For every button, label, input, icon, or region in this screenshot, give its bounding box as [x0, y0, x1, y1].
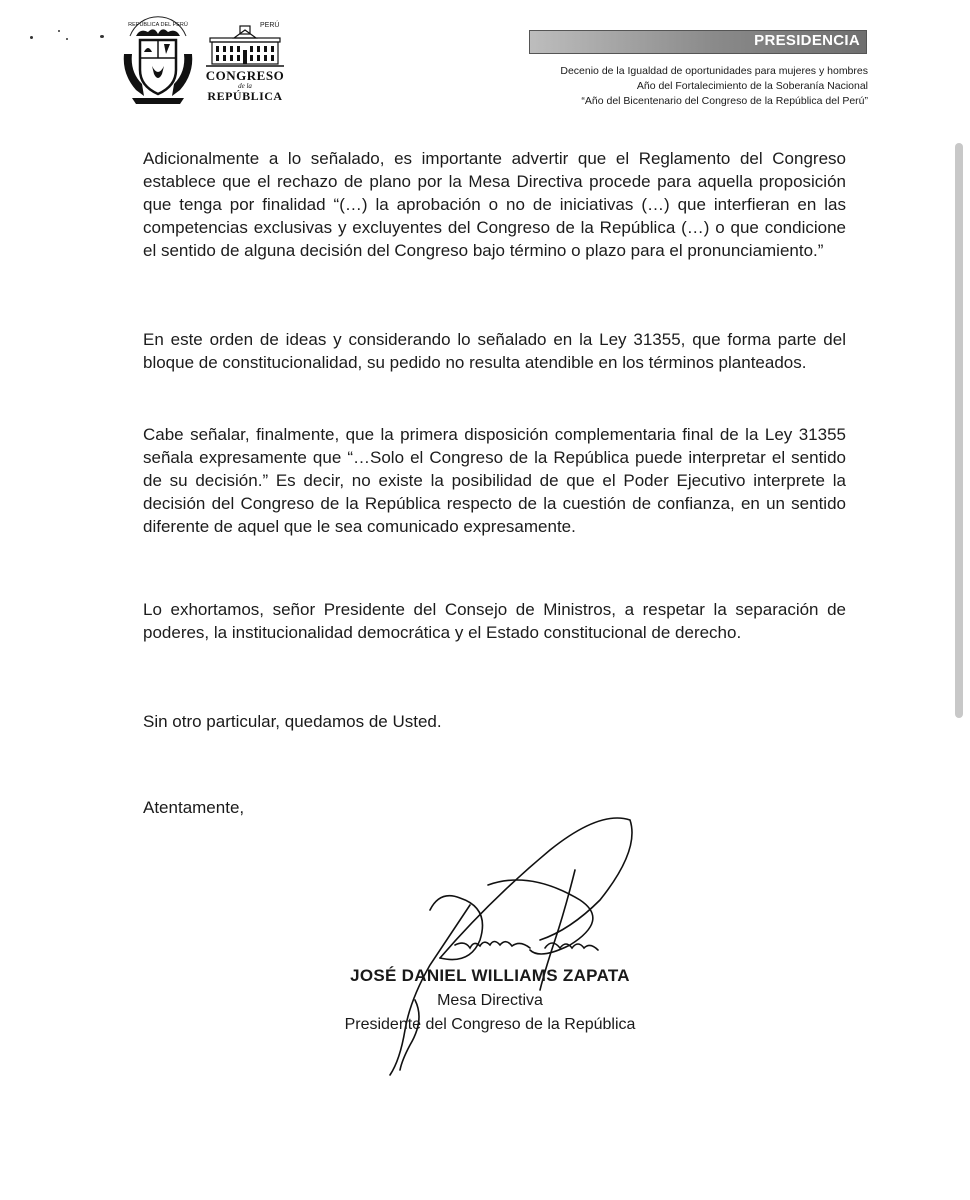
body-paragraph: Lo exhortamos, señor Presidente del Consejo de Ministros, a respetar la separación de poderes, la institucionalidad democrática y el Estado constitucional de derecho. [143, 600, 846, 642]
congreso-logo [204, 24, 286, 108]
body-paragraph: En este orden de ideas y considerando lo señalado en la Ley 31355, que forma parte del bloque de constitucionalidad, su pedido no resulta atendible en los términos planteados. [143, 330, 846, 372]
header-official-year-lines [480, 64, 868, 109]
signatory-title: Presidente del Congreso de la República [344, 1016, 636, 1033]
logo-de-la-text: de la [238, 82, 252, 90]
scan-speck [30, 36, 33, 39]
scan-speck [66, 38, 68, 40]
scrollbar-thumb[interactable] [955, 143, 963, 718]
scan-speck [58, 30, 60, 32]
body-paragraph: Cabe señalar, finalmente, que la primera disposición complementaria final de la Ley 31355 señala expresamente que “…Solo el Congreso de la República puede interpretar el sentido de su decisión.” Es decir, no existe la posibilidad de que el Poder Ejecutivo interprete la decisión del Congreso de la República respecto de la cuestión de confianza, en un sentido diferente de aquel que le sea comunicado expresamente. [143, 425, 846, 536]
presidencia-banner [529, 30, 867, 54]
regards-line: Atentamente, [143, 798, 245, 817]
coat-of-arms-icon [122, 14, 194, 106]
signatory-role: Mesa Directiva [437, 992, 543, 1009]
handwritten-signature-icon [370, 790, 660, 1080]
shield-caption: REPÚBLICA DEL PERÚ [128, 22, 188, 28]
banner-label: PRESIDENCIA [754, 32, 860, 49]
logo-republica-text: REPÚBLICA [207, 89, 283, 103]
scan-speck [100, 35, 104, 38]
logo-peru-text: PERÚ [260, 22, 280, 29]
body-paragraph: Adicionalmente a lo señalado, es importante advertir que el Reglamento del Congreso establece que el rechazo de plano por la Mesa Directiva procede para aquella proposición que tenga por finalidad “(…) la aprobación o no de iniciativas (…) que interfieran en las competencias exclusivas y excluyentes del Congreso de la República (…) o que condicione el sentido de alguna decisión del Congreso bajo término o plazo para el pronunciamiento.” [143, 149, 846, 260]
congress-building-icon [204, 24, 286, 68]
header-line: Año del Fortalecimiento de la Soberanía Nacional [636, 80, 868, 92]
header-line: Decenio de la Igualdad de oportunidades para mujeres y hombres [560, 65, 868, 77]
closing-line: Sin otro particular, quedamos de Usted. [143, 712, 442, 731]
signatory-name: JOSÉ DANIEL WILLIAMS ZAPATA [350, 966, 630, 985]
logo-congreso-text: CONGRESO [205, 68, 285, 83]
header-line: “Año del Bicentenario del Congreso de la República del Perú” [581, 95, 868, 107]
